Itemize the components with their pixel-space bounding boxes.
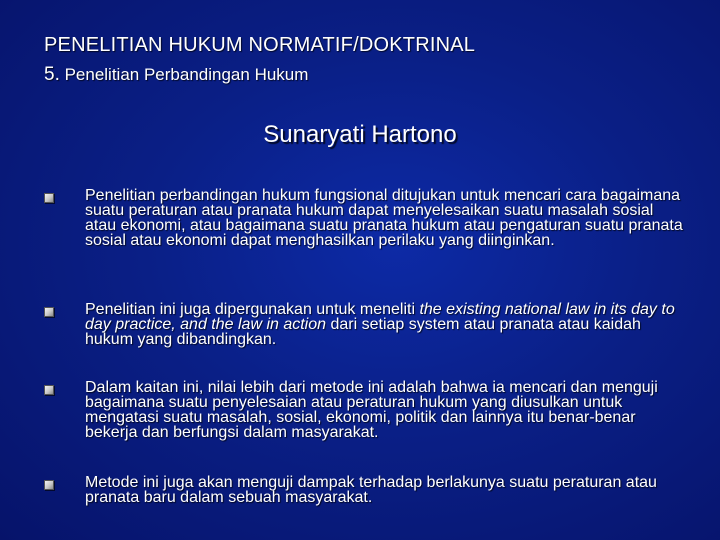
bullet-text: Penelitian perbandingan hukum fungsional ditujukan untuk mencari cara bagaimana suatu peraturan atau pranata hukum dapat menyelesaikan suatu masalah sosial atau ekonomi, atau bagaimana suatu pranata hukum atau pengaturan suatu pranata sosial atau ekonomi dapat menghasilkan perilaku yang diinginkan. (85, 187, 683, 249)
subtitle-text: Penelitian Perbandingan Hukum (59, 65, 309, 84)
bullet-text: Metode ini juga akan menguji dampak terhadap berlakunya suatu peraturan atau pranata baru dalam sebuah masyarakat. (85, 474, 657, 506)
bullet-text-part: Penelitian ini juga dipergunakan untuk meneliti (85, 301, 420, 318)
bullet-text: Dalam kaitan ini, nilai lebih dari metode ini adalah bahwa ia mencari dan menguji bagaimana suatu penyelesaian atau peraturan hukum yang diusulkan untuk mengatasi suatu masalah, sosial, ekonomi, politik dan lainnya itu benar-benar bekerja dan berfungsi dalam masyarakat. (85, 379, 658, 441)
bullet-text-part: dari setiap system atau pranata atau kaidah hukum yang dibandingkan. (85, 316, 641, 348)
author-heading: Sunaryati Hartono (263, 121, 457, 148)
square-bullet-icon (44, 307, 54, 317)
bullet-text-italic: the existing national law in its day to day practice, and the law in action (85, 301, 675, 333)
square-bullet-icon (44, 480, 54, 490)
square-bullet-icon (44, 193, 54, 203)
bullet-text (85, 302, 685, 347)
slide-subtitle (44, 64, 308, 86)
square-bullet-icon (44, 385, 54, 395)
slide-title: PENELITIAN HUKUM NORMATIF/DOKTRINAL (44, 34, 476, 56)
subtitle-number: 5. (44, 64, 60, 85)
